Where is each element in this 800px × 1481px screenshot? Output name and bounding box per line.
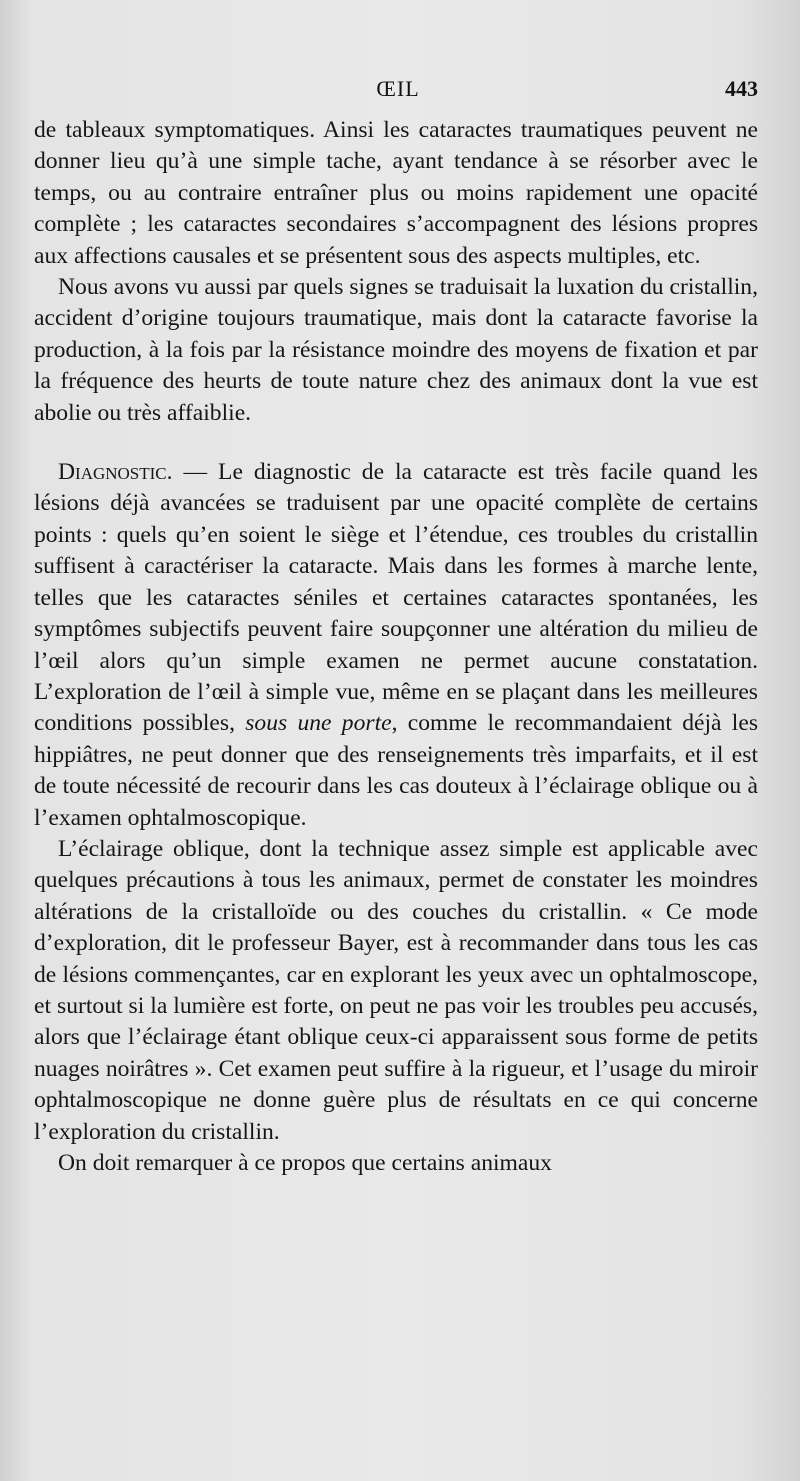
page-number: 443 <box>725 76 758 101</box>
paragraph-luxation: Nous avons vu aussi par quels signes se traduisait la luxation du cristallin, accident d’origine toujours traumatique, mais dont la cataracte favorise la production, à la fois par la résistance moindre des moyens de fixation et par la fréquence des heurts de toute nature chez des animaux dont la vue est abolie ou très affaiblie. <box>34 274 758 426</box>
section-gap <box>34 429 758 457</box>
paragraph-diagnostic <box>34 457 758 834</box>
body-text <box>34 115 758 1179</box>
diagnostic-italic-phrase: sous une porte <box>245 710 392 737</box>
running-head <box>38 76 758 106</box>
paragraph-remarque: On doit remarquer à ce propos que certains animaux <box>58 1150 552 1176</box>
paragraph-continuation: de tableaux symptomatiques. Ainsi les cataractes traumatiques peuvent ne donner lieu qu’à une simple tache, ayant tendance à se résorber avec le temps, ou au contraire entraîner plus ou moins rapidement une opacité complète ; les cataractes secondaires s’accompagnent des lésions propres aux affections causales et se présentent sous des aspects multiples, etc. <box>34 117 758 269</box>
running-title: ŒIL <box>376 76 420 101</box>
diagnostic-text-lead: — Le diagnostic de la cataracte est très facile quand les lésions déjà avancées se traduisent par une opacité complète de certains points : quels qu’en soient le siège et l’étendue, ces troubles du cristallin suffisent à caractériser la cataracte. Mais dans les formes à marche lente, telles que les cataractes séniles et certaines cataractes spontanées, les symptômes subjectifs peuvent faire soupçonner une altération du milieu de l’œil alors qu’un simple examen ne permet aucune constatation. L’exploration de l’œil à simple vue, même en se plaçant dans les meilleures conditions possibles, <box>34 459 758 737</box>
section-heading-diagnostic: Diagnostic. <box>58 459 173 486</box>
paragraph-eclairage: L’éclairage oblique, dont la technique assez simple est applicable avec quelques précautions à tous les animaux, permet de constater les moindres altérations de la cristalloïde ou des couches du cristallin. « Ce mode d’exploration, dit le professeur Bayer, est à recommander dans tous les cas de lésions commençantes, car en explorant les yeux avec un ophtalmoscope, et surtout si la lumière est forte, on peut ne pas voir les troubles peu accusés, alors que l’éclairage étant oblique ceux-ci apparaissent sous forme de petits nuages noirâtres ». Cet examen peut suffire à la rigueur, et l’usage du miroir ophtalmoscopique ne donne guère plus de résultats en ce qui concerne l’exploration du cristallin. <box>34 835 758 1145</box>
diagnostic-text-tail: , comme le recommandaient déjà les hippiâtres, ne peut donner que des renseignements très imparfaits, et il est de toute nécessité de recourir dans les cas douteux à l’éclairage oblique ou à l’examen ophtalmoscopique. <box>34 710 759 831</box>
